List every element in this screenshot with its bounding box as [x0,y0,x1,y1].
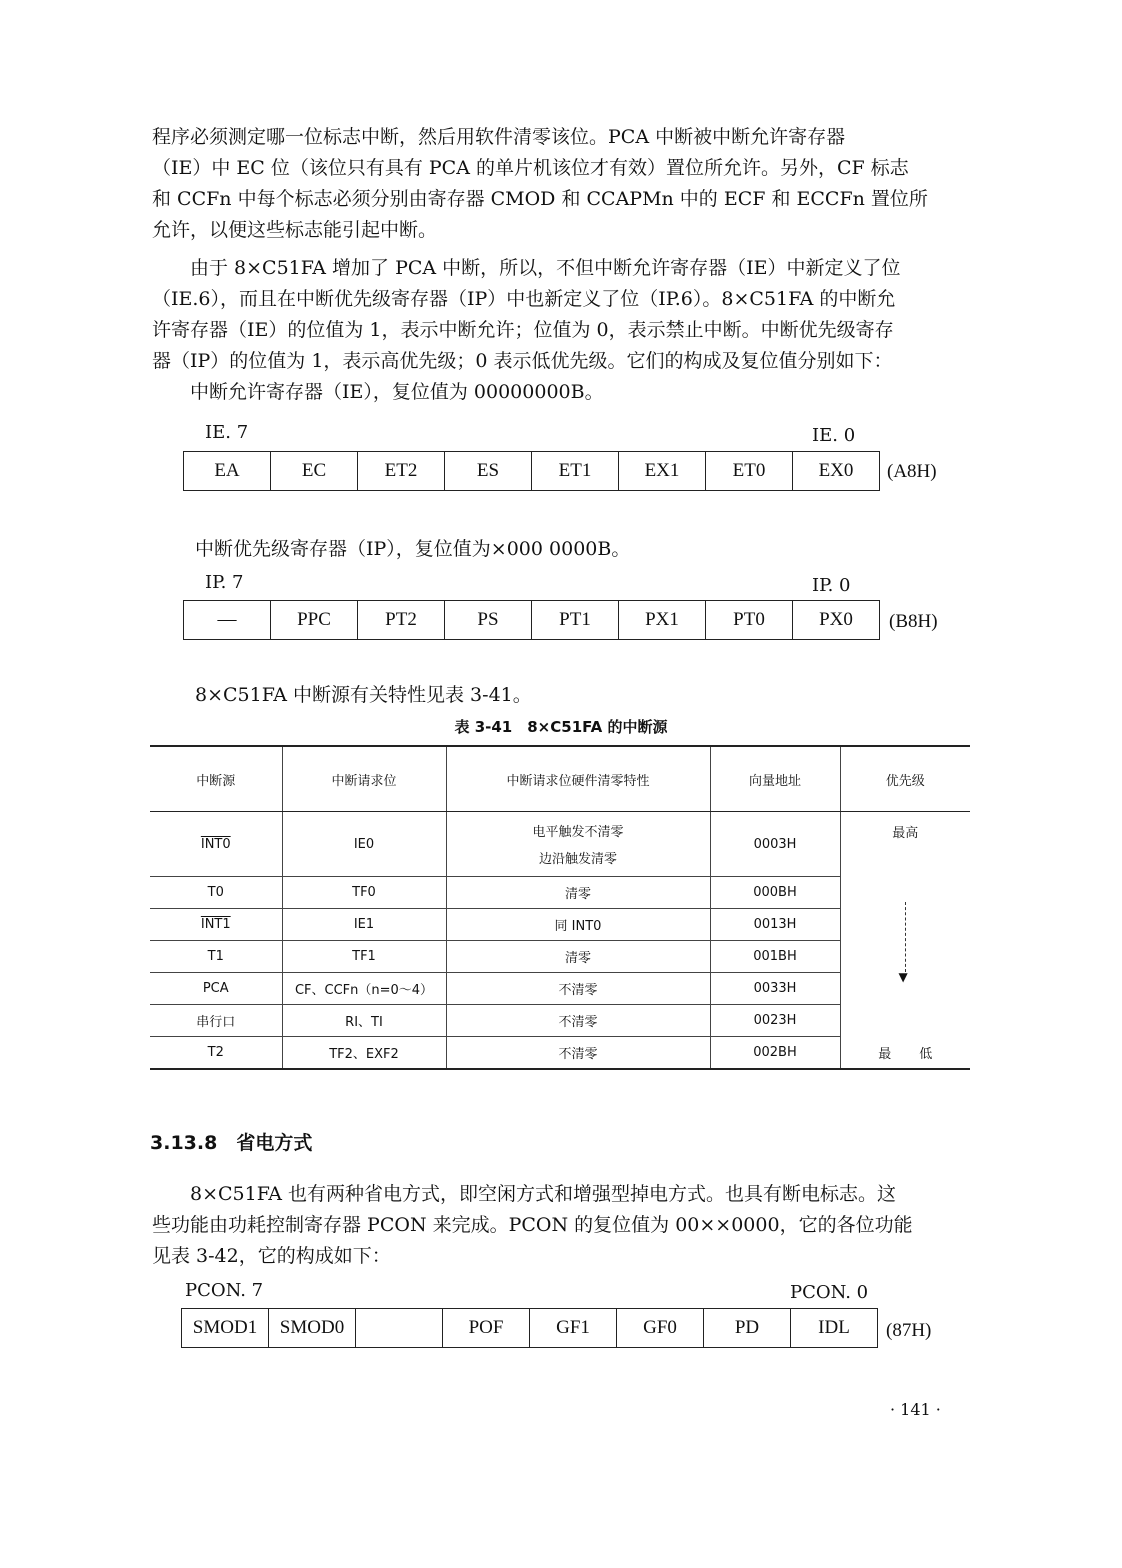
register-bit: IDL [791,1309,878,1348]
ie-msb-label: IE. 7 [205,422,249,443]
register-bit: GF1 [530,1309,617,1348]
table-header-row [150,746,970,812]
cell-vector: 0003H [710,812,840,877]
ie-lsb-label: IE. 0 [812,425,856,446]
cell-clear-behavior: 不清零 [446,1037,710,1070]
ie-register-diagram [183,451,880,491]
cell-vector: 001BH [710,941,840,973]
cell-source [150,812,282,877]
column-header: 中断请求位 [282,746,446,812]
cell-vector: 002BH [710,1037,840,1070]
register-bit: — [184,601,271,640]
text-line: 允许，以便这些标志能引起中断。 [152,219,438,241]
clear-line: 电平触发不清零 [532,825,624,840]
text-line: 和 CCFn 中每个标志必须分别由寄存器 CMOD 和 CCAPMn 中的 ECF 和 ECCFn 置位所 [152,188,928,210]
cell-clear-behavior: 清零 [446,941,710,973]
cell-request-bit: CF、CCFn（n=0～4） [282,973,446,1005]
priority-arrow-line [905,902,906,972]
register-bit: EX0 [793,452,880,491]
int0-source-label: INT0 [200,836,231,852]
section-title: 3.13.8 省电方式 [150,1132,313,1154]
register-bit: ET2 [358,452,445,491]
cell-source [150,909,282,941]
text-line: 中断优先级寄存器（IP），复位值为×000 0000B。 [195,538,631,560]
cell-source: T0 [150,877,282,909]
register-bit: PT1 [532,601,619,640]
text-line: 8×C51FA 中断源有关特性见表 3-41。 [195,684,532,706]
ip-intro [195,534,1017,565]
priority-high: 最高 [892,826,919,841]
cell-clear-behavior: 不清零 [446,973,710,1005]
register-bit: ES [445,452,532,491]
table-caption: 表 3-41 8×C51FA 的中断源 [454,718,668,736]
register-bit: EC [271,452,358,491]
register-bit: PX0 [793,601,880,640]
pcon-msb-label: PCON. 7 [185,1280,264,1301]
table-row [150,812,970,877]
register-bit: ET0 [706,452,793,491]
text-line: 见表 3-42，它的构成如下： [152,1245,391,1267]
cell-request-bit: TF0 [282,877,446,909]
priority-low: 最低 [878,1047,961,1062]
cell-request-bit: TF2、EXF2 [282,1037,446,1070]
ip-msb-label: IP. 7 [205,572,244,593]
register-bit: PPC [271,601,358,640]
pcon-register-diagram [181,1308,878,1348]
register-bit: PT2 [358,601,445,640]
ip-register-diagram [183,600,880,640]
cell-request-bit: IE1 [282,909,446,941]
page-number: · 141 · [890,1400,941,1419]
text-line: 程序必须测定哪一位标志中断，然后用软件清零该位。PCA 中断被中断允许寄存器 [152,126,846,148]
text-line: （IE）中 EC 位（该位只有具有 PCA 的单片机该位才有效）置位所允许。另外，CF 标志 [152,157,909,179]
cell-clear-behavior: 同 INT0 [446,909,710,941]
ip-lsb-label: IP. 0 [812,575,851,596]
register-bit: GF0 [617,1309,704,1348]
column-header: 向量地址 [710,746,840,812]
int1-source-label: INT1 [200,917,231,932]
register-bit: POF [443,1309,530,1348]
column-header: 优先级 [840,746,970,812]
column-header: 中断请求位硬件清零特性 [446,746,710,812]
register-bit: PD [704,1309,791,1348]
cell-priority [840,812,970,1070]
register-bit: PS [445,601,532,640]
cell-vector: 0013H [710,909,840,941]
text-line: 中断允许寄存器（IE），复位值为 00000000B。 [152,381,604,403]
cell-clear-behavior: 清零 [446,877,710,909]
register-bit: SMOD1 [182,1309,269,1348]
cell-clear-behavior [446,812,710,877]
text-line: 许寄存器（IE）的位值为 1，表示中断允许；位值为 0，表示禁止中断。中断优先级寄存 [152,319,894,341]
ip-address: (B8H) [889,611,938,632]
paragraph-power-saving [152,1179,974,1272]
text-line: （IE.6），而且在中断优先级寄存器（IP）中也新定义了位（IP.6）。8×C51FA 的中断允 [152,288,896,310]
register-bit: SMOD0 [269,1309,356,1348]
cell-request-bit: RI、TI [282,1005,446,1037]
cell-source: PCA [150,973,282,1005]
pcon-address: (87H) [886,1320,932,1341]
cell-vector: 0033H [710,973,840,1005]
cell-source: T2 [150,1037,282,1070]
register-bit: ET1 [532,452,619,491]
cell-vector: 0023H [710,1005,840,1037]
register-bit: PX1 [619,601,706,640]
cell-source: 串行口 [150,1005,282,1037]
paragraph-pca-interrupt [152,122,974,246]
paragraph-ie-ip-intro [152,253,974,408]
ie-address: (A8H) [887,461,937,482]
register-bit: PT0 [706,601,793,640]
text-line: 8×C51FA 也有两种省电方式，即空闲方式和增强型掉电方式。也具有断电标志。这 [152,1183,897,1205]
table-intro [195,680,1017,711]
cell-request-bit: IE0 [282,812,446,877]
cell-vector: 000BH [710,877,840,909]
register-bit [356,1309,443,1348]
pcon-lsb-label: PCON. 0 [790,1282,869,1303]
register-bit: EA [184,452,271,491]
text-line: 些功能由功耗控制寄存器 PCON 来完成。PCON 的复位值为 00××0000，它的各位功能 [152,1214,913,1236]
interrupt-source-table [150,745,970,1070]
cell-clear-behavior: 不清零 [446,1005,710,1037]
cell-request-bit: TF1 [282,941,446,973]
register-bit: EX1 [619,452,706,491]
text-line: 由于 8×C51FA 增加了 PCA 中断，所以，不但中断允许寄存器（IE）中新定义了位 [152,257,901,279]
column-header: 中断源 [150,746,282,812]
cell-source: T1 [150,941,282,973]
down-arrow-icon: ▼ [898,970,908,984]
clear-line: 边沿触发清零 [538,852,617,867]
text-line: 器（IP）的位值为 1，表示高优先级；0 表示低优先级。它们的构成及复位值分别如下： [152,350,893,372]
